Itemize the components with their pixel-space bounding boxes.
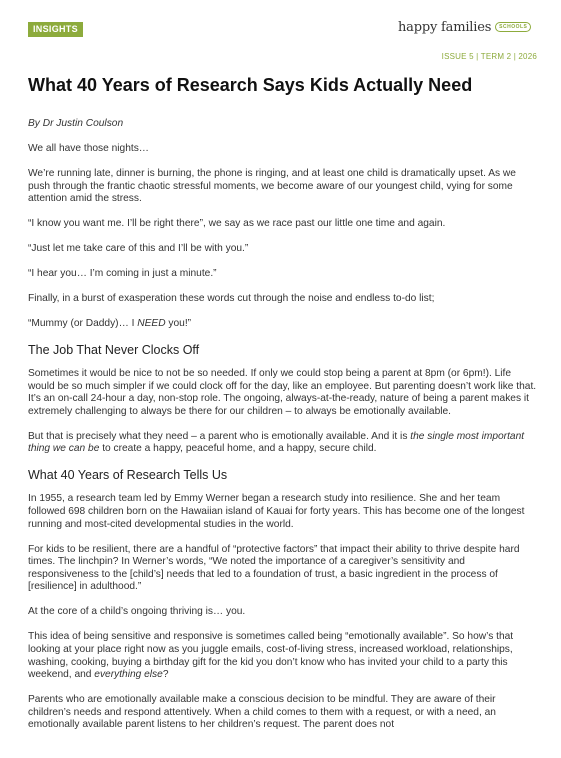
paragraph [28, 318, 538, 331]
byline: By Dr Justin Coulson [28, 118, 124, 129]
section-heading: The Job That Never Clocks Off [28, 343, 200, 358]
issue-info: ISSUE 5 | TERM 2 | 2026 [441, 52, 537, 61]
logo-schools-pill: SCHOOLS [495, 22, 531, 32]
paragraph: Parents who are emotionally available make a conscious decision to be mindful. They are aware of their children’s needs and respond attentively. When a child comes to them with a request, or with a need, an emotionally available parent listens to her children’s request. The parent does not [28, 694, 496, 731]
paragraph: “Just let me take care of this and I’ll be with you.” [28, 243, 249, 255]
article-body [28, 118, 538, 744]
text: But that is precisely what they need – a parent who is emotionally available. And it is [28, 430, 411, 442]
paragraph: Finally, in a burst of exasperation these words cut through the noise and endless to-do list; [28, 293, 435, 305]
paragraph: “I hear you… I’m coming in just a minute.” [28, 268, 217, 280]
emphasis: everything else [94, 669, 163, 681]
paragraph: “I know you want me. I’ll be right there”, we say as we race past our little one time and again. [28, 218, 446, 230]
paragraph [28, 431, 538, 456]
text: This idea of being sensitive and responsive is sometimes called being “emotionally available”. So how’s that looking at your place right now as you juggle emails, cost-of-living stress, increased workload, relationships, washing, cooking, buying a birthday gift for the kid you don’t know who has invited your child to a party this weekend, and [28, 631, 514, 681]
insights-badge: INSIGHTS [28, 22, 83, 37]
paragraph: We all have those nights… [28, 142, 149, 154]
happy-families-logo [398, 16, 531, 38]
section-heading: What 40 Years of Research Tells Us [28, 468, 228, 483]
text: you!” [165, 318, 192, 330]
emphasis: NEED [137, 318, 166, 330]
logo-text: happy families [398, 19, 492, 35]
paragraph: We’re running late, dinner is burning, the phone is ringing, and at least one child is dramatically upset. As we push through the frantic chaotic stressful moments, we become aware of our youngest child, vying for some attention amid the stress. [28, 167, 516, 205]
paragraph [28, 631, 538, 681]
paragraph: Sometimes it would be nice to not be so needed. If only we could stop being a parent at 8pm (or 6pm!). Life would be so much simpler if we could clock off for the day, like an employee. But parenting doesn’t work like that. It’s an on-call 24-hour a day, non-stop role. The ongoing, always-at-the-ready, nature of being a parent makes it extremely challenging to always be there for our children – to always be emotionally available. [28, 368, 537, 417]
text: ? [162, 669, 169, 681]
paragraph: In 1955, a research team led by Emmy Werner began a research study into resilience. She and her team followed 698 children born on the Hawaiian island of Kauai for forty years. This has become one of the longest running and most-cited developmental studies in the world. [28, 493, 525, 530]
paragraph: At the core of a child’s ongoing thriving is… you. [28, 606, 246, 618]
article-title: What 40 Years of Research Says Kids Actually Need [28, 75, 473, 95]
paragraph: For kids to be resilient, there are a handful of “protective factors” that impact their ability to thrive despite hard times. The linchpin? In Werner’s words, “We noted the importance of a caregiver’s sensitivity and responsiveness to the [child’s] needs that led to a foundation of trust, a basic ingredient in the process of [resilience] in adulthood.” [28, 543, 520, 593]
emphasis: the single most important thing we can be [28, 430, 525, 455]
text: to create a happy, peaceful home, and a happy, secure child. [99, 443, 377, 455]
text: “Mummy (or Daddy)… I [28, 318, 138, 330]
